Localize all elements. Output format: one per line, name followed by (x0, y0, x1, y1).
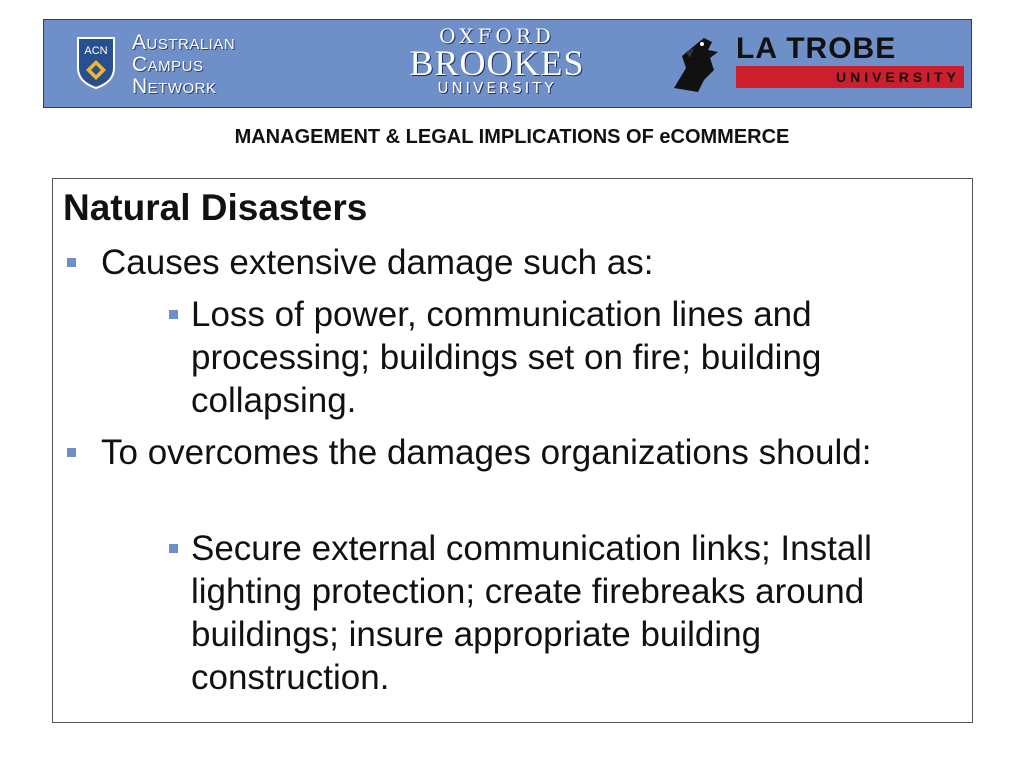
acn-wordmark (132, 32, 235, 98)
bullet-text: Loss of power, communication lines and processing; buildings set on fire; building collapsing. (191, 295, 822, 420)
slide-content (52, 178, 973, 723)
bullet-level-2 (191, 527, 961, 699)
latrobe-top-text: LA TROBE (736, 32, 897, 65)
course-title: MANAGEMENT & LEGAL IMPLICATIONS OF eCOMMERCE (234, 126, 790, 148)
bullet-level-1 (101, 431, 921, 474)
latrobe-bottom-text: UNIVERSITY (736, 66, 964, 88)
slide-heading: Natural Disasters (63, 187, 368, 228)
acn-line-1: Australian (132, 31, 236, 54)
oxford-bottom-text: UNIVERSITY (437, 79, 557, 97)
header-banner (43, 19, 972, 108)
latrobe-wordmark (736, 34, 964, 88)
bullet-square-icon (67, 258, 76, 267)
acn-emblem-text: ACN (84, 45, 108, 57)
acn-line-3: Network (132, 75, 217, 98)
bullet-text: To overcomes the damages organizations should: (101, 433, 872, 472)
bullet-text: Secure external communication links; Install lighting protection; create firebreaks around buildings; insure appropriate building construction. (191, 529, 872, 697)
bullet-square-icon (169, 544, 178, 553)
acn-emblem-icon (74, 34, 118, 90)
acn-line-2: Campus (132, 53, 204, 76)
oxford-middle-text: BROOKES (409, 43, 585, 83)
oxford-top-text: OXFORD (439, 24, 555, 48)
bullet-level-1 (101, 241, 921, 284)
bullet-square-icon (67, 448, 76, 457)
latrobe-bird-icon (664, 28, 734, 98)
bullet-square-icon (169, 310, 178, 319)
oxford-brookes-logo (360, 25, 634, 97)
bullet-level-2 (191, 293, 961, 422)
bullet-text: Causes extensive damage such as: (101, 243, 654, 282)
